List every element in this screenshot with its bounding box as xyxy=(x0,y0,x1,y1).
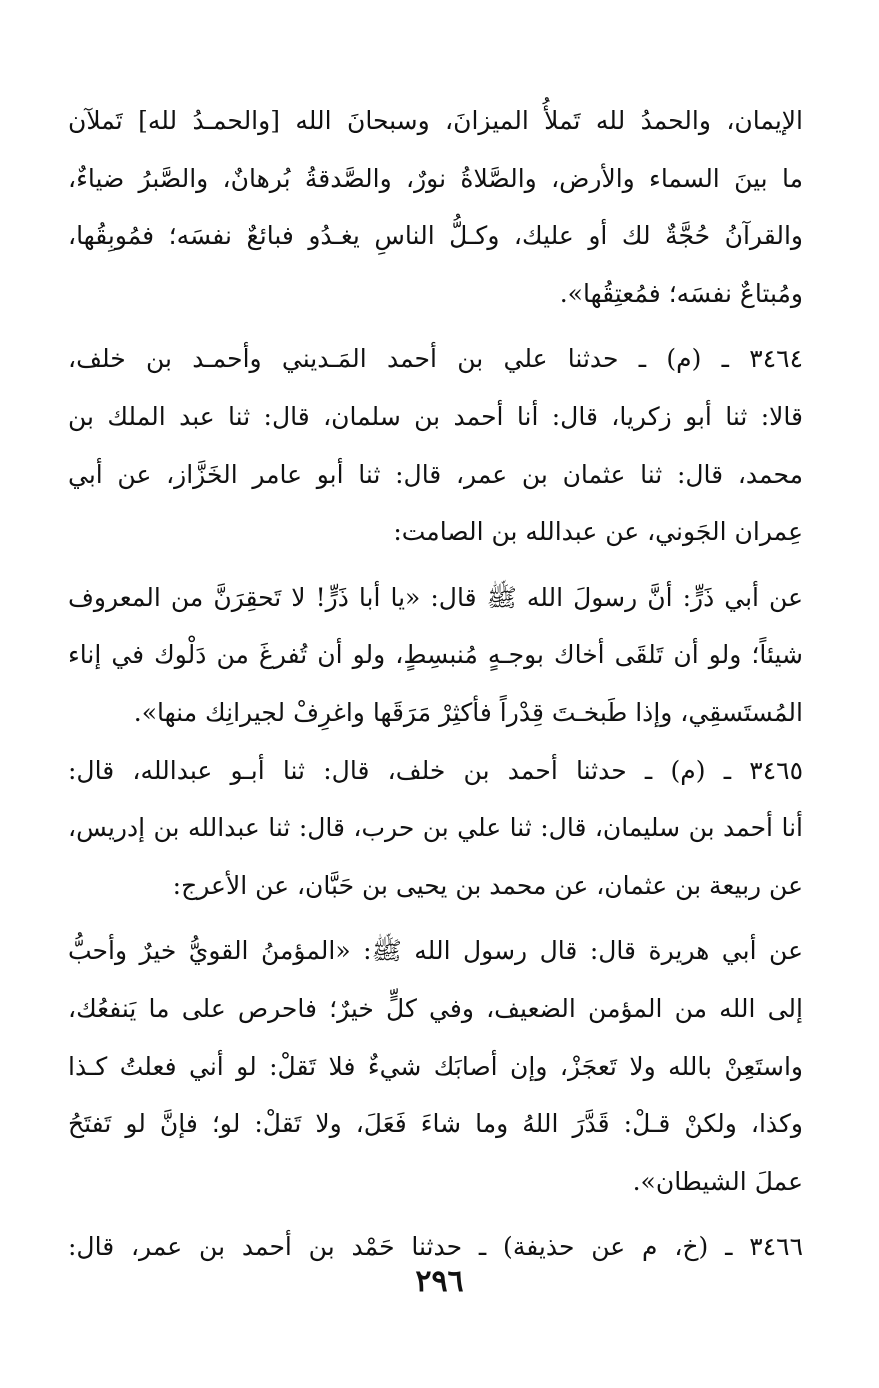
text-line: أنا أحمد بن سليمان، قال: ثنا علي بن حرب، قال: ثنا عبدالله بن إدريس، xyxy=(68,813,803,843)
paragraph-hadith-3464-isnad xyxy=(68,330,803,560)
text-line: واستَعِنْ بالله ولا تَعجَزْ، وإن أصابَك شيءٌ فلا تَقلْ: لو أني فعلتُ كـذا xyxy=(68,1051,803,1081)
text-line: محمد، قال: ثنا عثمان بن عمر، قال: ثنا أبو عامر الخَزَّاز، عن أبي xyxy=(68,459,803,489)
text-line: ٣٤٦٦ ـ (خ، م عن حذيفة) ـ حدثنا حَمْد بن أحمد بن عمر، قال: xyxy=(68,1232,803,1262)
text-line: ٣٤٦٤ ـ (م) ـ حدثنا علي بن أحمد المَـديني وأحمـد بن خلف، xyxy=(68,344,803,374)
text-line: شيئاً؛ ولو أن تَلقَى أخاك بوجـهٍ مُنبسِطٍ، ولو أن تُفرغَ من دَلْوك في إناء xyxy=(68,640,803,670)
text-line: ومُبتاعٌ نفسَه؛ فمُعتِقُها». xyxy=(559,278,803,308)
paragraph-hadith-3465-isnad xyxy=(68,742,803,915)
text-line: وكذا، ولكنْ قـلْ: قَدَّرَ اللهُ وما شاءَ فَعَلَ، ولا تَقلْ: لو؛ فإنَّ لو تَفتَحُ xyxy=(68,1109,803,1139)
text-line: ما بينَ السماء والأرض، والصَّلاةُ نورٌ، والصَّدقةُ بُرهانٌ، والصَّبرُ ضياءٌ، xyxy=(68,163,803,193)
paragraph-hadith-3465-matn xyxy=(68,922,803,1210)
text-line: عِمران الجَوني، عن عبدالله بن الصامت: xyxy=(393,517,803,547)
page-number: ٢٩٦ xyxy=(415,1264,464,1299)
text-line: عن ربيعة بن عثمان، عن محمد بن يحيى بن حَبَّان، عن الأعرج: xyxy=(172,870,803,900)
text-line: الإيمان، والحمدُ لله تَملأُ الميزانَ، وسبحانَ الله [والحمـدُ لله] تَملآن xyxy=(68,106,803,135)
paragraph-hadith-3464-matn xyxy=(68,569,803,742)
text-line: إلى الله من المؤمن الضعيف، وفي كلٍّ خيرٌ؛ فاحرص على ما يَنفعُك، xyxy=(68,993,803,1023)
text-line: المُستَسقِي، وإذا طَبخـتَ قِدْراً فأكثِرْ مَرَقَها واغرِفْ لجيرانِك منها». xyxy=(133,697,803,727)
text-line: عن أبي هريرة قال: قال رسول الله ﷺ: «المؤمنُ القويُّ خيرٌ وأحبُّ xyxy=(68,936,803,966)
text-line: قالا: ثنا أبو زكريا، قال: أنا أحمد بن سلمان، قال: ثنا عبد الملك بن xyxy=(68,401,803,431)
text-line: ٣٤٦٥ ـ (م) ـ حدثنا أحمد بن خلف، قال: ثنا أبـو عبدالله، قال: xyxy=(68,755,803,785)
paragraph-hadith-3463-continuation xyxy=(68,92,803,322)
text-line: والقرآنُ حُجَّةٌ لك أو عليك، وكـلُّ الناسِ يغـدُو فبائعٌ نفسَه؛ فمُوبِقُها، xyxy=(68,221,803,251)
text-line: عن أبي ذَرٍّ: أنَّ رسولَ الله ﷺ قال: «يا أبا ذَرٍّ! لا تَحقِرَنَّ من المعروف xyxy=(68,582,803,612)
page-body xyxy=(68,92,803,1276)
text-line: عملَ الشيطان». xyxy=(632,1166,803,1196)
